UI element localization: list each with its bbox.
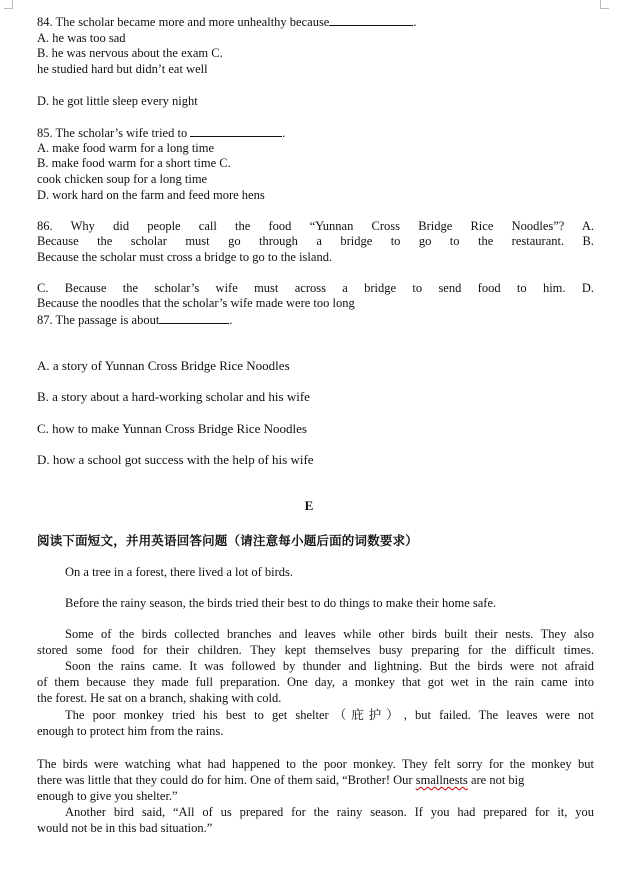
passage-paragraph-7-line-1: Another bird said, “All of us prepared for the rainy season. If you had prepared for it, you [65,805,594,819]
question-86-option-c: C. Because the scholar’s wife must across a bridge to send food to him. D. [37,281,594,295]
passage-paragraph-3-line-2: stored some food for their children. They kept themselves busy preparing for the difficult times. [37,643,594,657]
passage-paragraph-5-line-2: enough to protect him from the rains. [37,724,224,738]
passage-paragraph-6-line-3: enough to give you shelter.” [37,789,178,803]
question-85-option-d: D. work hard on the farm and feed more hens [37,188,265,202]
passage-paragraph-2: Before the rainy season, the birds tried their best to do things to make their home safe. [65,596,497,610]
section-heading: E [304,498,314,513]
question-87-stem: 87. The passage is about . [37,313,233,327]
question-87-option-b: B. a story about a hard-working scholar and his wife [37,389,310,404]
question-86-option-d: Because the noodles that the scholar’s wife made were too long [37,296,355,310]
passage-paragraph-4-line-2: of them because they made full preparation. One day, a monkey that got wet in the rain came into [37,675,594,689]
question-84-option-c: he studied hard but didn’t eat well [37,62,208,76]
question-85-option-b: B. make food warm for a short time C. [37,156,231,170]
question-84-stem: 84. The scholar became more and more unhealthy because . [37,15,417,29]
passage-paragraph-3-line-1: Some of the birds collected branches and leaves while other birds built their nests. They also [65,627,594,641]
question-86-stem: 86. Why did people call the food “Yunnan Cross Bridge Rice Noodles”? A. [37,219,594,233]
question-84-option-a: A. he was too sad [37,31,126,45]
passage-paragraph-4-line-1: Soon the rains came. It was followed by thunder and lightning. But the birds were not afraid [65,659,594,673]
section-instruction: 阅读下面短文，并用英语回答问题（请注意每小题后面的词数要求） [37,533,419,548]
question-86-option-a: Because the scholar must go through a bridge to go to the restaurant. B. [37,234,594,248]
question-87-option-a: A. a story of Yunnan Cross Bridge Rice Noodles [37,358,290,373]
question-86-option-b: Because the scholar must cross a bridge to go to the island. [37,250,333,264]
passage-paragraph-6-line-1: The birds were watching what had happened to the poor monkey. They felt sorry for the monkey but [37,757,594,771]
misspelled-word: smallnests [415,773,468,787]
passage-paragraph-7-line-2: would not be in this bad situation.” [37,821,213,835]
answer-blank [329,14,413,26]
passage-paragraph-5-line-1: The poor monkey tried his best to get shelter（庇护）, but failed. The leaves were not [65,708,594,722]
passage-paragraph-1: On a tree in a forest, there lived a lot of birds. [65,565,294,579]
page-corner-mark-right [600,0,609,9]
question-84-option-b: B. he was nervous about the exam C. [37,46,223,60]
question-85-option-c: cook chicken soup for a long time [37,172,208,186]
answer-blank [190,125,282,137]
answer-blank [159,312,229,324]
question-84-option-d: D. he got little sleep every night [37,94,198,108]
passage-paragraph-6-line-2: there was little that they could do for him. One of them said, “Brother! Our smallnests are not big [37,773,525,787]
question-85-stem: 85. The scholar’s wife tried to . [37,126,286,140]
passage-paragraph-4-line-3: the forest. He sat on a branch, shaking with cold. [37,691,282,705]
page-corner-mark-left [4,0,13,9]
question-87-option-c: C. how to make Yunnan Cross Bridge Rice Noodles [37,421,307,436]
question-85-option-a: A. make food warm for a long time [37,141,215,155]
question-87-option-d: D. how a school got success with the help of his wife [37,452,314,467]
